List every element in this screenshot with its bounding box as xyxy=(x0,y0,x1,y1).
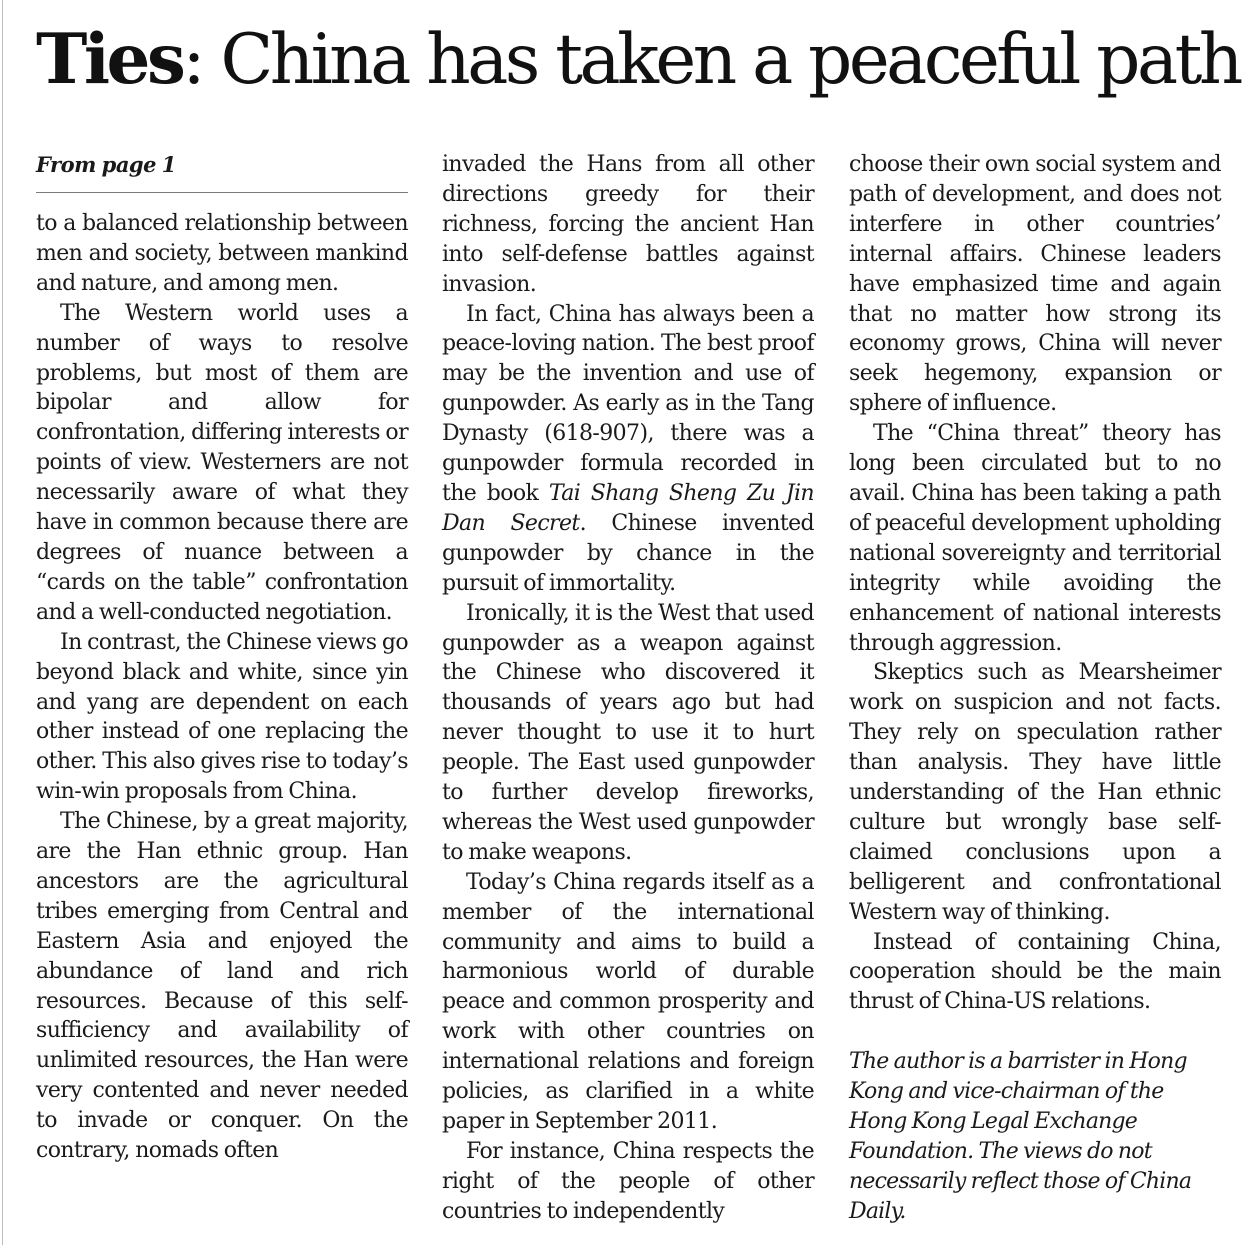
headline-kicker: Ties xyxy=(36,19,183,100)
paragraph: For instance, China respects the right of the people of other countries to independently xyxy=(442,1138,814,1224)
article-column-1 xyxy=(36,150,408,1166)
paragraph: The Western world uses a number of ways to resolve problems, but most of them are bipolar and allow for confrontation, differing interests or points of view. Westerners are not necessarily aware of what they have in common because there are degrees of nuance between a “cards on the table” confrontation and a well-conducted negotiation. xyxy=(36,300,408,625)
paragraph: to a balanced relationship between men and society, between mankind and nature, and among men. xyxy=(36,211,408,296)
headline-separator: : xyxy=(182,20,221,100)
book-title: Tai Shang Sheng Zu Jin Dan Secret xyxy=(442,480,814,536)
column-divider-rule xyxy=(2,0,3,1245)
paragraph: Today’s China regards itself as a member of the international community and aims to build a harmonious world of durable peace and common prosperity and work with other countries on international relations and foreign policies, as clarified in a white paper in September 2011. xyxy=(442,869,814,1134)
article-column-2 xyxy=(442,150,814,1227)
paragraph-text: In fact, China has always been a peace-loving nation. The best proof may be the invention and use of gunpowder. As early as in the Tang Dynasty (618-907), there was a gunpowder formula recorded in the book xyxy=(442,301,814,506)
paragraph: In contrast, the Chinese views go beyond black and white, since yin and yang are dependent on each other instead of one replacing the other. This also gives rise to today’s win-win proposals from China. xyxy=(36,629,408,805)
paragraph: Skeptics such as Mearsheimer work on suspicion and not facts. They rely on speculation rather than analysis. They have little understanding of the Han ethnic culture but wrongly base self-claimed conclusions upon a belligerent and confrontational Western way of thinking. xyxy=(849,660,1221,925)
paragraph xyxy=(442,300,814,599)
article-column-3 xyxy=(849,150,1221,1227)
paragraph: invaded the Hans from all other directions greedy for their richness, forcing the ancient Han into self-defense battles against invasion. xyxy=(442,152,814,297)
headline-title: China has taken a peaceful path xyxy=(220,20,1240,100)
author-bio: The author is a barrister in Hong Kong and vice-chairman of the Hong Kong Legal Exchange Foundation. The views do not necessarily reflect those of China Daily. xyxy=(849,1049,1192,1224)
paragraph: Ironically, it is the West that used gunpowder as a weapon against the Chinese who discovered it thousands of years ago but had never thought to use it to hurt people. The East used gunpowder to further develop fireworks, whereas the West used gunpowder to make weapons. xyxy=(442,600,814,865)
continued-from-label: From page 1 xyxy=(36,150,408,193)
paragraph-text: . Chinese invented gunpowder by chance in the pursuit of immortality. xyxy=(442,510,814,596)
headline xyxy=(36,10,1240,110)
paragraph: The Chinese, by a great majority, are the Han ethnic group. Han ancestors are the agricultural tribes emerging from Central and Eastern Asia and enjoyed the abundance of land and rich resources. Because of this self-sufficiency and availability of unlimited resources, the Han were very contented and never needed to invade or conquer. On the contrary, nomads often xyxy=(36,809,408,1164)
paragraph: Instead of containing China, cooperation should be the main thrust of China-US relations. xyxy=(849,929,1221,1015)
paragraph: The “China threat” theory has long been circulated but to no avail. China has been taking a path of peaceful development upholding national sovereignty and territorial integrity while avoiding the enhancement of national interests through aggression. xyxy=(849,421,1221,656)
paragraph: choose their own social system and path of development, and does not interfere in other countries’ internal affairs. Chinese leaders have emphasized time and again that no matter how strong its economy grows, China will never seek hegemony, expansion or sphere of influence. xyxy=(849,152,1221,417)
